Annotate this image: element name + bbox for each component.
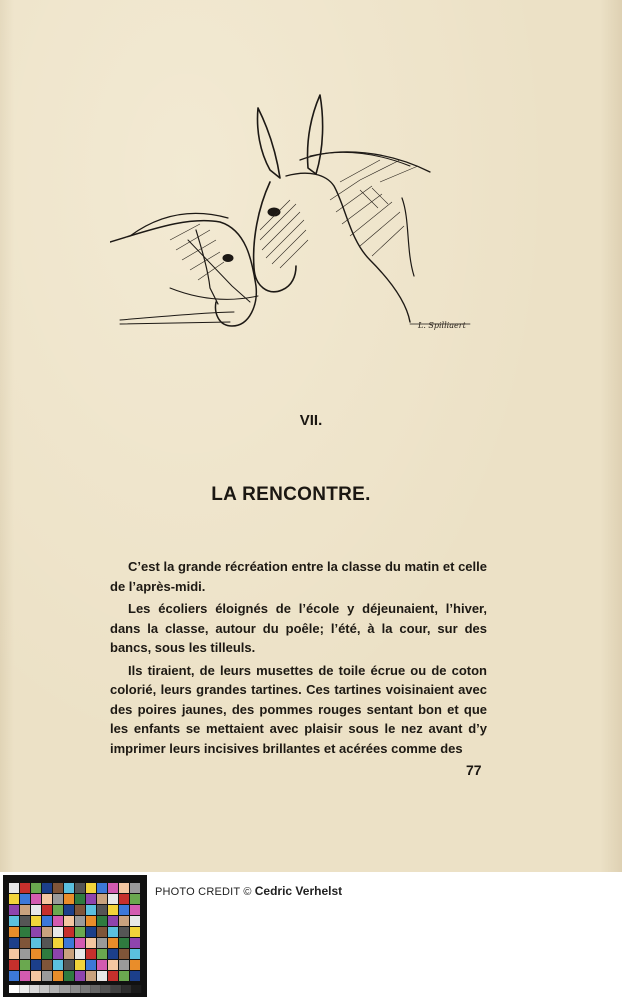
color-swatch — [9, 905, 19, 915]
gray-swatch — [91, 985, 101, 993]
color-swatch — [53, 883, 63, 893]
paragraph: Les écoliers éloignés de l’école y déjeunaient, l’hiver, dans la classe, autour du poêle; l’été, à la cour, sur des bancs, sous les tilleuls. — [110, 601, 487, 655]
color-swatch — [42, 916, 52, 926]
color-swatch — [75, 971, 85, 981]
page-number: 77 — [466, 762, 482, 778]
color-swatch — [31, 938, 41, 948]
gray-swatch — [19, 985, 29, 993]
donkeys-illustration — [110, 90, 480, 335]
artist-signature: L. Spilliaert — [418, 321, 466, 330]
color-swatch — [97, 927, 107, 937]
color-swatch — [86, 971, 96, 981]
color-swatch — [97, 894, 107, 904]
color-swatch — [42, 960, 52, 970]
color-swatch — [130, 905, 140, 915]
color-swatch — [86, 916, 96, 926]
color-swatch — [53, 927, 63, 937]
color-swatch — [31, 883, 41, 893]
color-swatch — [53, 960, 63, 970]
color-calibration-chart — [3, 875, 147, 997]
color-swatch — [20, 916, 30, 926]
color-swatch — [86, 905, 96, 915]
color-swatch — [130, 927, 140, 937]
photo-credit-label: PHOTO CREDIT © — [155, 886, 252, 898]
color-swatch — [64, 938, 74, 948]
paragraph: Ils tiraient, de leurs musettes de toile écrue ou de coton colorié, leurs grandes tartines. Ces tartines voisinaient avec des poires jaunes, des pommes rouges sentant bon et que les enfants se mettaient avec plaisir sous le nez avant d’y imprimer leurs incisives brillantes et acérées comme des — [110, 662, 487, 756]
color-swatch — [64, 949, 74, 959]
color-swatch — [130, 894, 140, 904]
color-swatch — [9, 927, 19, 937]
color-swatch — [9, 971, 19, 981]
paragraph: C’est la grande récréation entre la classe du matin et celle de l’après-midi. — [110, 559, 487, 594]
color-swatch — [42, 949, 52, 959]
color-swatch — [9, 949, 19, 959]
color-swatch — [31, 905, 41, 915]
color-swatch — [42, 883, 52, 893]
color-swatch — [130, 883, 140, 893]
color-swatch — [53, 938, 63, 948]
color-swatch — [53, 905, 63, 915]
color-swatch — [20, 971, 30, 981]
color-swatch — [64, 894, 74, 904]
color-swatch — [75, 916, 85, 926]
color-swatch — [53, 916, 63, 926]
photographer-name: Cedric Verhelst — [254, 884, 343, 898]
chapter-number: VII. — [299, 412, 323, 429]
color-swatch — [42, 971, 52, 981]
color-swatch — [75, 960, 85, 970]
color-swatch — [31, 894, 41, 904]
color-swatch — [31, 949, 41, 959]
color-swatch — [9, 894, 19, 904]
color-swatch — [64, 905, 74, 915]
body-text — [110, 557, 487, 761]
color-swatch — [108, 916, 118, 926]
color-swatch — [108, 938, 118, 948]
color-swatch — [86, 960, 96, 970]
color-swatch — [86, 949, 96, 959]
color-swatch — [86, 894, 96, 904]
color-swatch — [53, 894, 63, 904]
color-swatch — [75, 894, 85, 904]
color-swatch — [42, 905, 52, 915]
color-swatch — [119, 894, 129, 904]
color-swatch — [53, 971, 63, 981]
gray-swatch — [60, 985, 70, 993]
color-swatch — [9, 938, 19, 948]
gray-swatch — [111, 985, 121, 993]
color-swatch — [20, 927, 30, 937]
color-swatch — [108, 949, 118, 959]
color-swatch — [42, 927, 52, 937]
color-swatch — [75, 949, 85, 959]
gray-swatch — [70, 985, 80, 993]
color-swatch — [119, 916, 129, 926]
color-swatch — [119, 927, 129, 937]
color-swatch — [42, 894, 52, 904]
color-swatch — [64, 927, 74, 937]
color-swatch — [108, 905, 118, 915]
color-swatch — [20, 905, 30, 915]
color-swatch — [108, 971, 118, 981]
gray-swatch — [40, 985, 50, 993]
color-swatch — [31, 960, 41, 970]
gray-swatch — [9, 985, 19, 993]
gray-swatch — [80, 985, 90, 993]
color-swatch — [97, 949, 107, 959]
color-swatch — [119, 883, 129, 893]
color-swatch — [20, 883, 30, 893]
color-swatch — [97, 905, 107, 915]
color-swatch — [97, 938, 107, 948]
color-swatch — [31, 927, 41, 937]
color-swatch — [86, 927, 96, 937]
color-swatch — [97, 960, 107, 970]
color-swatch — [130, 971, 140, 981]
gray-swatch — [101, 985, 111, 993]
color-swatch — [75, 905, 85, 915]
color-swatch — [64, 971, 74, 981]
color-swatch — [75, 927, 85, 937]
color-swatch — [130, 949, 140, 959]
color-swatch — [64, 916, 74, 926]
color-swatch — [20, 894, 30, 904]
color-swatch — [119, 949, 129, 959]
color-swatch — [130, 916, 140, 926]
photo-credit — [155, 884, 342, 898]
color-swatch — [53, 949, 63, 959]
color-swatch — [75, 883, 85, 893]
color-swatch — [20, 960, 30, 970]
color-swatch — [31, 971, 41, 981]
color-swatch — [64, 960, 74, 970]
color-swatch — [9, 916, 19, 926]
color-swatch — [20, 938, 30, 948]
color-swatch — [86, 938, 96, 948]
gray-swatch — [131, 985, 141, 993]
color-swatch — [97, 916, 107, 926]
color-swatch — [130, 938, 140, 948]
color-swatch — [119, 938, 129, 948]
color-swatch — [64, 883, 74, 893]
color-swatch — [97, 883, 107, 893]
gray-swatch — [29, 985, 39, 993]
gray-swatch — [50, 985, 60, 993]
color-swatch — [31, 916, 41, 926]
color-swatch — [9, 960, 19, 970]
color-swatch — [130, 960, 140, 970]
chapter-title: LA RENCONTRE. — [211, 484, 371, 505]
color-swatch — [75, 938, 85, 948]
color-swatch — [108, 883, 118, 893]
color-swatch — [20, 949, 30, 959]
color-swatch — [9, 883, 19, 893]
color-swatch — [119, 960, 129, 970]
color-swatch — [119, 905, 129, 915]
color-swatch — [108, 894, 118, 904]
gray-swatch — [121, 985, 131, 993]
color-swatch — [97, 971, 107, 981]
color-swatch — [86, 883, 96, 893]
color-swatch — [119, 971, 129, 981]
color-swatch — [108, 960, 118, 970]
color-swatch — [42, 938, 52, 948]
color-swatch — [108, 927, 118, 937]
